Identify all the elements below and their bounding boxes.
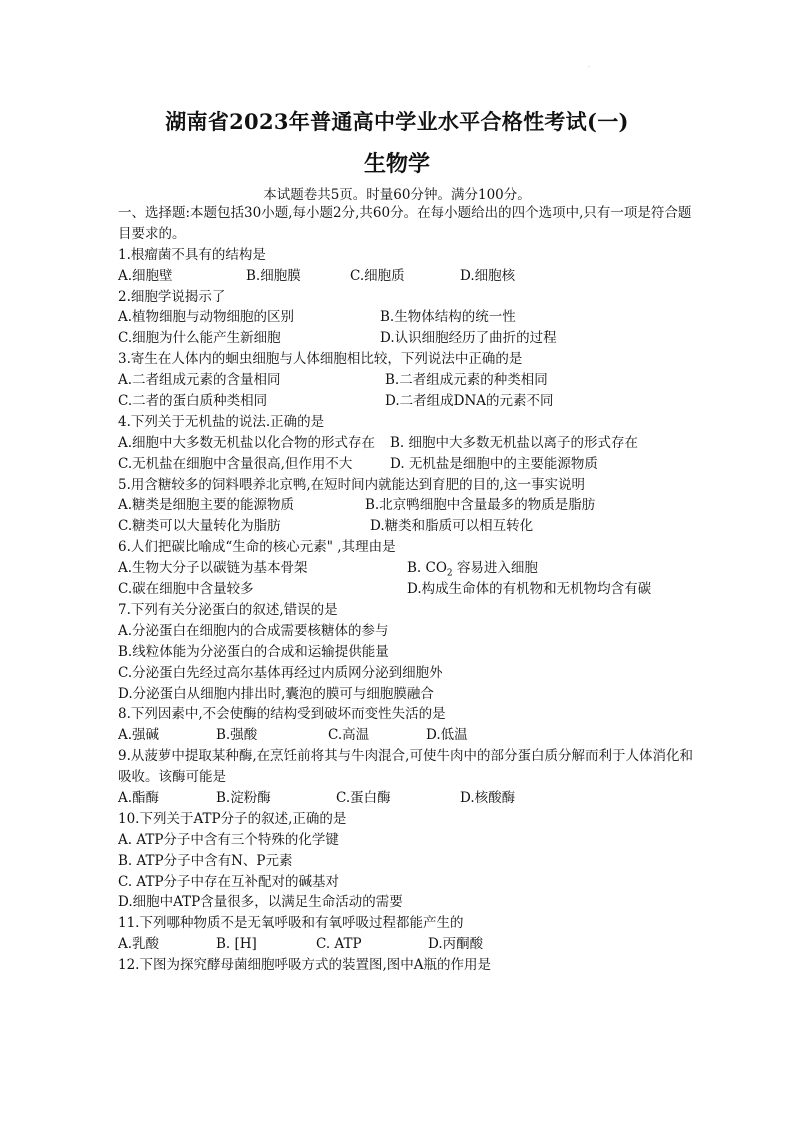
option-c: C. ATP分子中存在互补配对的碱基对 [118, 873, 340, 890]
option-a: A.细胞中大多数无机盐以化合物的形式存在 [118, 434, 376, 451]
option-d: D.二者组成DNA的元素不同 [385, 393, 554, 410]
option-c: C.细胞质 [350, 267, 405, 284]
question-stem: 10.下列关于ATP分子的叙述,正确的是 [118, 810, 347, 827]
option-row [118, 495, 698, 516]
option-a: A.分泌蛋白在细胞内的合成需要核糖体的参与 [118, 622, 389, 639]
option-a: A.酯酶 [118, 789, 160, 806]
option-a: A.强碱 [118, 727, 160, 744]
option-a: A.细胞壁 [118, 267, 173, 284]
option-a: A.糖类是细胞主要的能源物质 [118, 497, 295, 514]
option-a: A.生物大分子以碳链为基本骨架 [118, 560, 308, 577]
option-d: D.分泌蛋白从细胞内排出时,囊泡的膜可与细胞膜融合 [118, 685, 434, 702]
option-c: C.分泌蛋白先经过高尔基体再经过内质网分泌到细胞外 [118, 664, 443, 681]
option-b: B.二者组成元素的种类相同 [385, 372, 548, 389]
option-row [118, 454, 698, 475]
option-c: C. ATP [316, 936, 362, 953]
option-b: B.北京鸭细胞中含量最多的物质是脂肪 [365, 497, 596, 514]
option-a: A.乳酸 [118, 936, 160, 953]
question-stem: 1.根瘤菌不具有的结构是 [118, 246, 266, 263]
question-stem: 9.从菠萝中提取某种酶,在烹饪前将其与牛肉混合,可使牛肉中的部分蛋白质分解而利于人体消化和吸收。该酶可能是 [118, 748, 693, 786]
question-stem: 6.人们把碳比喻成“生命的核心元素" ,其理由是 [118, 539, 396, 556]
option-b: B.线粒体能为分泌蛋白的合成和运输提供能量 [118, 643, 389, 660]
question-stem: 12.下图为探究酵母菌细胞呼吸方式的装置图,图中A瓶的作用是 [118, 957, 492, 974]
option-d: D.低温 [426, 727, 468, 744]
option-b: B. [H] [216, 936, 257, 953]
scan-mark: · [588, 64, 590, 71]
option-row [118, 579, 698, 600]
question-stem: 2.细胞学说揭示了 [118, 288, 226, 305]
option-d: D.认识细胞经历了曲折的过程 [380, 330, 557, 347]
option-a: A.植物细胞与动物细胞的区别 [118, 309, 295, 326]
option-c: C.无机盐在细胞中含量很高,但作用不大 [118, 455, 353, 472]
question-stem: 11.下列哪种物质不是无氧呼吸和有氧呼吸过程都能产生的 [118, 915, 464, 932]
option-row [118, 370, 698, 391]
subscript: 2 [446, 568, 453, 579]
option-d: D.核酸酶 [460, 789, 516, 806]
option-row [118, 934, 698, 955]
option-c: C.二者的蛋白质种类相同 [118, 393, 268, 410]
section-heading: 一、选择题:本题包括30小题,每小题2分,共60分。在每小题给出的四个选项中,只有一项是符合题目要求的。 [118, 205, 692, 242]
option-row [118, 516, 698, 537]
option-b-formula: B. CO [407, 560, 447, 577]
option-row [118, 433, 698, 454]
option-row [118, 307, 698, 328]
question-stem: 5.用含糖较多的饲料喂养北京鸭,在短时间内就能达到育肥的目的,这一事实说明 [118, 476, 585, 493]
option-d: D.细胞中ATP含量很多，以满足生命活动的需要 [118, 894, 403, 911]
option-row [118, 266, 698, 287]
option-row [118, 328, 698, 349]
option-b: B.生物体结构的统一性 [380, 309, 516, 326]
option-row [118, 391, 698, 412]
question-stem: 7.下列有关分泌蛋白的叙述,错误的是 [118, 601, 338, 618]
option-c: C.细胞为什么能产生新细胞 [118, 330, 281, 347]
option-b-tail: 容易进入细胞 [456, 560, 538, 577]
option-c: C.高温 [328, 727, 370, 744]
question-list [118, 203, 698, 976]
question-stem: 4.下列关于无机盐的说法.正确的是 [118, 413, 325, 430]
option-row [118, 558, 698, 579]
exam-intro: 本试题卷共5页。时量60分钟。满分100分。 [263, 187, 531, 203]
option-d: D.构成生命体的有机物和无机物均含有碳 [407, 581, 652, 598]
question-stem: 8.下列因素中,不会使酶的结构受到破坏而变性失活的是 [118, 706, 446, 723]
option-b: B.细胞膜 [246, 267, 301, 284]
option-b: B.淀粉酶 [216, 789, 271, 806]
option-d: D.细胞核 [460, 267, 516, 284]
option-d: D. 无机盐是细胞中的主要能源物质 [390, 455, 598, 472]
question-stem: 3.寄生在人体内的蛔虫细胞与人体细胞相比较，下列说法中正确的是 [118, 351, 523, 368]
subject-title: 生物学 [363, 151, 430, 177]
option-c: C.碳在细胞中含量较多 [118, 581, 254, 598]
option-b: B. 细胞中大多数无机盐以离子的形式存在 [390, 434, 639, 451]
option-a: A. ATP分子中含有三个特殊的化学键 [118, 831, 339, 848]
option-c: C.糖类可以大量转化为脂肪 [118, 518, 281, 535]
option-c: C.蛋白酶 [336, 789, 391, 806]
option-a: A.二者组成元素的含量相同 [118, 372, 281, 389]
option-row [118, 725, 698, 746]
exam-title: 湖南省2023年普通高中学业水平合格性考试(一) [165, 109, 629, 134]
option-row [118, 788, 698, 809]
option-d: D.丙酮酸 [428, 936, 484, 953]
option-d: D.糖类和脂质可以相互转化 [370, 518, 534, 535]
option-b: B.强酸 [216, 727, 258, 744]
option-b: B. ATP分子中含有N、P元素 [118, 852, 293, 869]
